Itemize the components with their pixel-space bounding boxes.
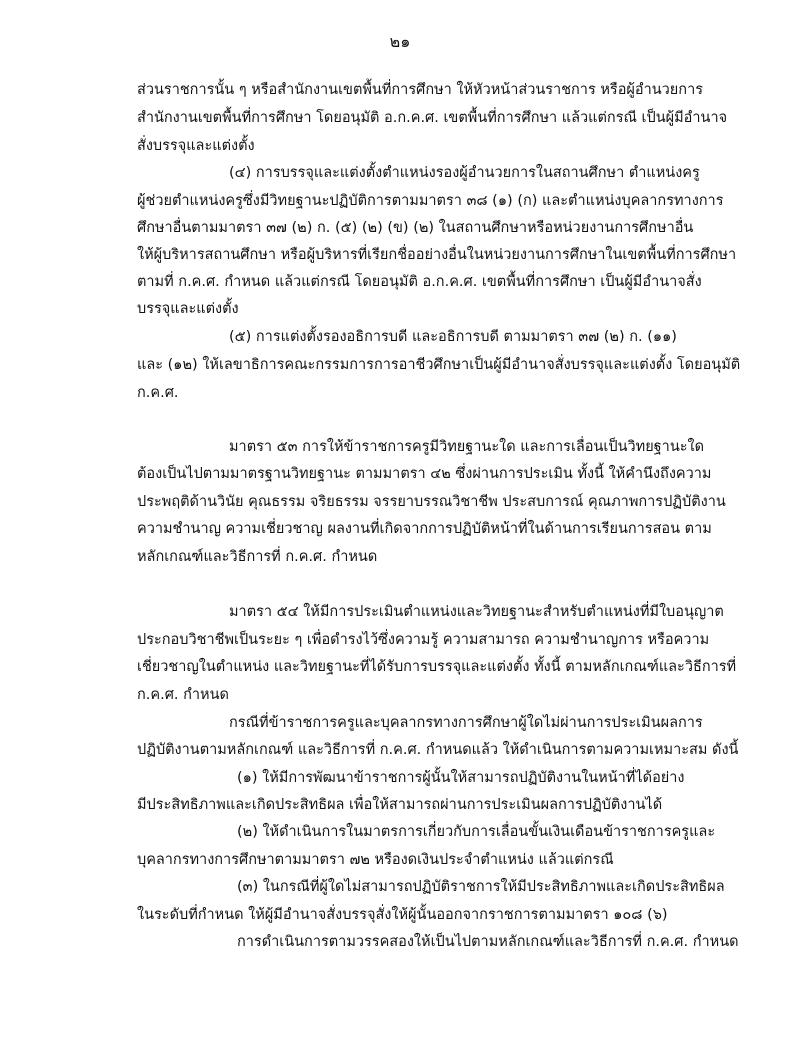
text-line: หลักเกณฑ์และวิธีการที่ ก.ค.ศ. กำหนด [137, 549, 378, 565]
text-line: กรณีที่ข้าราชการครูและบุคลากรทางการศึกษาผู้ใดไม่ผ่านการประเมินผลการ [229, 715, 703, 731]
text-line: มีประสิทธิภาพและเกิดประสิทธิผล เพื่อให้สามารถผ่านการประเมินผลการปฏิบัติงานได้ [137, 797, 663, 813]
text-line: ประกอบวิชาชีพเป็นระยะ ๆ เพื่อดำรงไว้ซึ่งความรู้ ความสามารถ ความชำนาญการ หรือความ [137, 632, 710, 648]
text-line: ก.ค.ศ. [137, 385, 179, 401]
text-line: สั่งบรรจุและแต่งตั้ง [137, 138, 255, 154]
text-line: ผู้ช่วยตำแหน่งครูซึ่งมีวิทยฐานะปฏิบัติการตามมาตรา ๓๘ (๑) (ก) และตำแหน่งบุคลากรทางการ [137, 193, 724, 209]
text-line: สำนักงานเขตพื้นที่การศึกษา โดยอนุมัติ อ.ก.ค.ศ. เขตพื้นที่การศึกษา แล้วแต่กรณี เป็นผู้มีอำนาจ [137, 110, 728, 126]
text-line: บรรจุและแต่งตั้ง [137, 301, 239, 317]
text-line: และ (๑๒) ให้เลขาธิการคณะกรรมการการอาชีวศึกษาเป็นผู้มีอำนาจสั่งบรรจุและแต่งตั้ง โดยอนุมัติ [137, 357, 741, 373]
section-heading-54: มาตรา ๕๔ ให้มีการประเมินตำแหน่งและวิทยฐานะสำหรับตำแหน่งที่มีใบอนุญาต [229, 604, 724, 620]
text-line: ก.ค.ศ. กำหนด [137, 687, 229, 703]
text-line: (๓) ในกรณีที่ผู้ใดไม่สามารถปฏิบัติราชการให้มีประสิทธิภาพและเกิดประสิทธิผล [237, 879, 725, 895]
text-line: (๕) การแต่งตั้งรองอธิการบดี และอธิการบดี ตามมาตรา ๓๗ (๒) ก. (๑๑) [229, 329, 677, 345]
text-line: บุคลากรทางการศึกษาตามมาตรา ๗๒ หรืองดเงินประจำตำแหน่ง แล้วแต่กรณี [137, 852, 614, 868]
text-line: ตามที่ ก.ค.ศ. กำหนด แล้วแต่กรณี โดยอนุมัติ อ.ก.ค.ศ. เขตพื้นที่การศึกษา เป็นผู้มีอำนาจสั่ง [137, 274, 702, 290]
text-line: (๒) ให้ดำเนินการในมาตรการเกี่ยวกับการเลื่อนขั้นเงินเดือนข้าราชการครูและ [237, 824, 716, 840]
page-number: ๒๑ [389, 32, 411, 51]
text-line: (๔) การบรรจุและแต่งตั้งตำแหน่งรองผู้อำนวยการในสถานศึกษา ตำแหน่งครู [229, 165, 700, 181]
text-line: ส่วนราชการนั้น ๆ หรือสำนักงานเขตพื้นที่การศึกษา ให้หัวหน้าส่วนราชการ หรือผู้อำนวยการ [137, 82, 704, 98]
text-line: ประพฤติด้านวินัย คุณธรรม จริยธรรม จรรยาบรรณวิชาชีพ ประสบการณ์ คุณภาพการปฏิบัติงาน [137, 494, 726, 510]
text-line: ศึกษาอื่นตามมาตรา ๓๗ (๒) ก. (๕) (๒) (ข) (๒) ในสถานศึกษาหรือหน่วยงานการศึกษาอื่น [137, 220, 694, 236]
text-line: การดำเนินการตามวรรคสองให้เป็นไปตามหลักเกณฑ์และวิธีการที่ ก.ค.ศ. กำหนด [237, 934, 739, 950]
text-line: ปฏิบัติงานตามหลักเกณฑ์ และวิธีการที่ ก.ค.ศ. กำหนดแล้ว ให้ดำเนินการตามความเหมาะสม ดังนี้ [137, 742, 739, 758]
text-line: (๑) ให้มีการพัฒนาข้าราชการผู้นั้นให้สามารถปฏิบัติงานในหน้าที่ได้อย่าง [237, 770, 685, 786]
text-line: ต้องเป็นไปตามมาตรฐานวิทยฐานะ ตามมาตรา ๔๒ ซึ่งผ่านการประเมิน ทั้งนี้ ให้คำนึงถึงความ [137, 466, 712, 482]
text-line: ในระดับที่กำหนด ให้ผู้มีอำนาจสั่งบรรจุสั่งให้ผู้นั้นออกจากราชการตามมาตรา ๑๐๘ (๖) [137, 907, 668, 923]
text-line: ความชำนาญ ความเชี่ยวชาญ ผลงานที่เกิดจากการปฏิบัติหน้าที่ในด้านการเรียนการสอน ตาม [137, 521, 712, 537]
section-heading-53: มาตรา ๕๓ การให้ข้าราชการครูมีวิทยฐานะใด และการเลื่อนเป็นวิทยฐานะใด [229, 439, 705, 455]
text-line: เชี่ยวชาญในตำแหน่ง และวิทยฐานะที่ได้รับการบรรจุและแต่งตั้ง ทั้งนี้ ตามหลักเกณฑ์และวิธีการที่ [137, 659, 737, 675]
text-line: ให้ผู้บริหารสถานศึกษา หรือผู้บริหารที่เรียกชื่ออย่างอื่นในหน่วยงานการศึกษาในเขตพื้นที่การศึกษา [137, 247, 737, 263]
